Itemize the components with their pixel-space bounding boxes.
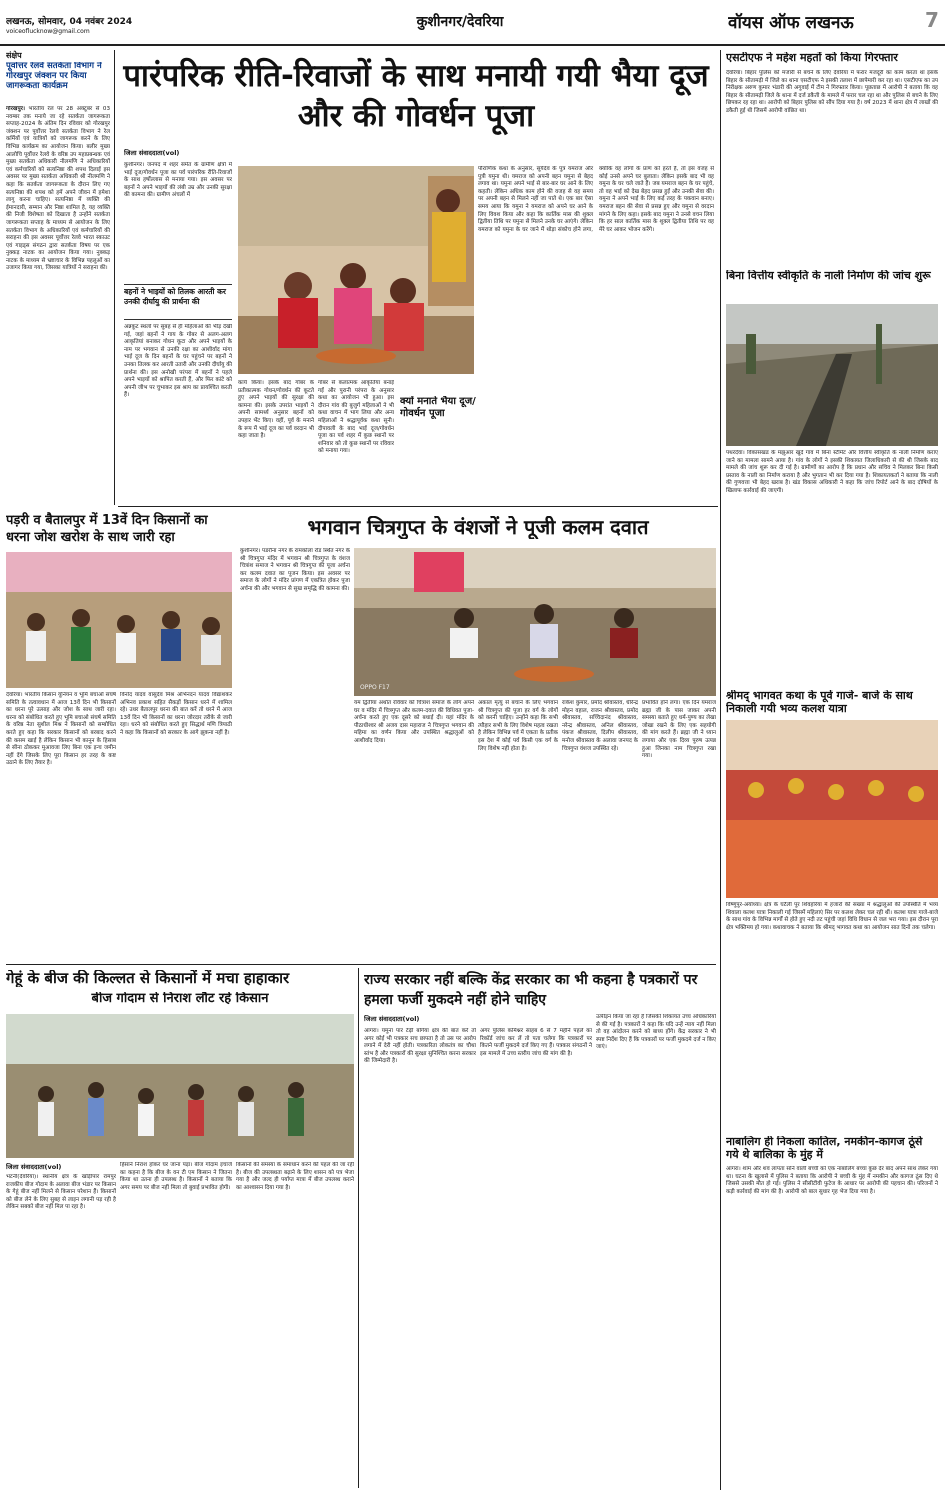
chitragupt-body-4: राकेश कुमार, प्रमोद श्रीवास्तव, धीरेन्द्र मोहन वहाल, राजन श्रीवास्तव, प्रमोद श्रीवास्तव, सच्चिदानंद श्रीवास्तव, नरेन्द्र श्रीवास्तव, अनिल श्रीवास्तव, पंकज श्रीवास्तव, दिलीप श्रीवास्तव, मनोज श्रीवास्तव के अलावा जनपद के चित्रगुप्त वंशज उपस्थित रहे। <box>562 700 638 752</box>
padri-headline: पड़री व बैतालपुर में 13वें दिन किसानों का धरना जोश खरोश के साथ जारी रहा <box>6 513 208 545</box>
kalash-body: विष्णुपुर-अयोध्या। क्षेत्र के घटैली पुर शिवहरियां में हजारों की संख्या में श्रद्धालुओं की उपस्थिति में भव्य शिवाला कलश यात्रा निकाली गई जिसमें महिलाएं सिर पर कलश लेकर चल रही थीं। कलश यात्रा गाजे-बाजे के साथ गांव के विभिन्न मार्गों से होते हुए नदी तट पहुंची जहां विधि विधान से जल भरा गया। इस दौरान पूरा क्षेत्र भक्तिमय हो गया। कथावाचक ने बताया कि श्रीमद् भागवत कथा का आयोजन सात दिनों तक चलेगा। <box>726 902 938 931</box>
farmers-protest-photo <box>6 552 232 688</box>
chitragupt-headline: भगवान चित्रगुप्त के वंशजों ने पूजी कलम दवात <box>307 516 649 539</box>
gehun-headline: गेहूं के बीज की किल्लत से किसानों में मचा हाहाकार <box>6 970 290 987</box>
sankshep-label: संक्षेप <box>6 51 22 60</box>
bhaiya-dooj-subheadline: क्यों मनाते भैया दूज/ गोवर्धन पूजा <box>400 396 476 419</box>
gehun-body-3: किसानों की समस्या के समाधान करने की पहल की जा रही है। बीज की उपलब्धता बढ़ाने के लिए शासन को पत्र भेजा गया है और जल्द ही पर्याप्त मात्रा में बीज उपलब्ध कराने का आश्वासन दिया गया है। <box>236 1162 354 1191</box>
bhaiya-dooj-body-mid2: कार्य किया। इसके बाद गोबर के प्रतीकात्मक गोधन/गोवर्धन की कूटते हुए अपने भाइयों की सुरक्षा की कामना की। इसके उपरांत भाइयों ने अपनी सामर्थ्य अनुसार बहनों को उपहार भेंट किए। वहीं, पूर्व के मनाने के रूप में भाई दूज का पर्व वरदान भी कहा जाता है। <box>238 380 314 440</box>
padri-body-2: विनोद यादव वासुदेव मिश्र अभिनंदन यादव विद्याशंकर अभिनव प्रकाश सहित सैकड़ों किसान धरने में शामिल रहे। उधर बैतालपुर धरना की बात करें तो धरने में आज 13वें दिन भी किसानों का धरना जोरदार तरीके से जारी रहा। धरने को संबोधित करते हुए सिद्धार्थ मणि त्रिपाठी ने कहा कि किसानों को सरकार के आगे झुकना नहीं है। <box>120 692 232 736</box>
gehun-body-1: भटनी(देवरिया)। स्थानीय क्षेत्र के खोड़ीपार रामपुर राजकीय बीज गोदाम के अलावा बीज भंडार पर किसान के गेहूं बीज नहीं मिलने से किसान परेशान हैं। किसानों को बीज लेने के लिए सुबह से लाइन लगानी पड़ रही है लेकिन सबको बीज नहीं मिल पा रहा है। <box>6 1174 116 1211</box>
patrakar-headline: राज्य सरकार नहीं बल्कि केंद्र सरकार का भी कहना है पत्रकारों पर हमला फर्जी मुकदमे नहीं होने चाहिए <box>364 972 698 1008</box>
bhaiya-dooj-body-right: पौराणिक कथा के अनुसार, सूर्यदेव के पुत्र यमराज और पुत्री यमुना थी। यमराज को अपनी बहन यमुना से बेहद लगाव था। यमुना अपने भाई से बार-बार घर आने के लिए कहती। लेकिन अधिक काम होने की वजह से वह समय पर अपनी बहन से मिलने नहीं जा पाते थे। एक बार ऐसा समय आया कि यमुना ने यमराज को अपने घर आने के लिए विवश किया और कहा कि कार्तिक मास की शुक्ल द्वितीया तिथि पर यमुना से मिलने उनके घर आएंगे। लेकिन यमराज को यमुना के घर जाने में थोड़ा संकोच होने लगा, क्योंकि वह लोगों के प्राण को हरते हैं, तो इस वजह से कोई उनसे अपने घर बुलाता। लेकिन इसके बाद भी वह यमुना के घर चले जाते हैं। जब यमराज बहन के घर पहुंचे, तो वह भाई को देख बेहद प्रसन्न हुईं और उनकी सेवा की। यमुना ने अपने भाई के लिए कई तरह के पकवान बनाए। यमराज बहन की सेवा से प्रसन्न हुए और यमुना से वरदान मांगने के लिए कहा। इसके बाद यमुना ने उनसे वचन लिया कि हर साल कार्तिक मास के शुक्ल द्वितीया तिथि पर वह मेरे घर आकर भोजन करेंगे। <box>478 166 714 233</box>
farmers-queue-photo <box>6 1014 354 1158</box>
patrakar-body-3: उत्पीड़न किया जा रहा है जिसकी शिकायत उच्च अधिकारियों से की गई है। पत्रकारों ने कहा कि यदि उन्हें न्याय नहीं मिला तो वह आंदोलन करने को बाध्य होंगे। केंद्र सरकार ने भी स्पष्ट निर्देश दिए हैं कि पत्रकारों पर फर्जी मुकदमे दर्ज न किए जाएं। <box>596 1014 716 1051</box>
gehun-byline: जिला संवाददाता(vol) <box>6 1163 62 1171</box>
stf-body: देवरिया। बिहार पुलिस को मजारी से बचने के लिए देवरिया में फरार मजदूरी का काम करता था इसके बिहार के सीतामढ़ी में जिले का थाना एसटीएफ ने इसकी तलाश में छापेमारी कर रहा था। एसटीएफ का उप निरीक्षक अरुण कुमार भंडारी की अगुवाई में टीम ने गिरफ्तार किया। पूछताछ में आरोपी ने बताया कि वह बिहार के सीतामढ़ी जिले के थाना में दर्ज डकैती के मामले में फरार चल रहा था और पुलिस से बचने के लिए छिपकर रह रहा था। आरोपी को बिहार पुलिस को सौंप दिया गया है। वर्ष 2023 में थाना क्षेत्र में लाखों की डकैती हुई थी जिसमें आरोपी वांछित था। <box>726 70 938 114</box>
gehun-photo <box>6 1014 354 1158</box>
sisters-group-photo <box>238 166 474 374</box>
sankshep-title: पूर्वोत्तर रेलवे सतर्कता विभाग ने गोरखपुर जंक्शन पर किया जागरूकता कार्यक्रम <box>6 62 102 91</box>
bhaiya-dooj-body-mid3: गोबर से कलात्मक आकृतियां बनाई गईं और पुरानी परंपरा के अनुसार कथा का आयोजन भी हुआ। इस दौरान गांव की बुजुर्ग महिलाओं ने भी कथा वाचन में भाग लिया और अन्य महिलाओं ने श्रद्धापूर्वक कथा सुनी। दीपावली के बाद भाई दूज/गोवर्धन पूजा का पर्व शहर में कुछ स्थानों पर शनिवार को तो कुछ स्थानों पर रविवार को मनाया गया। <box>318 380 394 455</box>
patrakar-body-2: अगर पुलिस कमिश्नर साहब 6 से 7 महीने पहले का रिकॉर्ड जांच कर लें तो पता चलेगा कि पत्रकारों पर कितने फर्जी मुकदमे दर्ज किए गए हैं। पत्रकार संगठनों ने इस मामले में उच्च स्तरीय जांच की मांग की है। <box>480 1028 592 1057</box>
page-number: 7 <box>925 8 939 32</box>
procession-photo <box>726 720 938 898</box>
kalash-photo <box>726 720 938 898</box>
chitragupt-body-3: अकाल मृत्यु से बचाने के लिए भगवान श्री चित्रगुप्त की पूजा हर वर्ग के लोगों को करनी चाहिए। उन्होंने कहा कि सभी त्यौहार सभी के लिए विशेष महत्व रखता है लेकिन विभिन्न पर्व में एकता के प्रतीक इस देश में कोई पर्व किसी एक वर्ग के लिए विशेष नहीं होता है। <box>478 700 558 752</box>
section-title: कुशीनगर/देवरिया <box>416 14 504 30</box>
gehun-subheadline: बीज गोदाम से निराश लौट रहे किसान <box>91 992 269 1006</box>
sankshep-place: गोरखपुर। <box>6 106 26 112</box>
brand-logo: वॉयस ऑफ लखनऊ <box>728 13 854 33</box>
sankshep-body <box>6 106 110 500</box>
nali-body: पथरदेवा। विकासखंड के मझुआर खुर्द गांव में बिना स्टीमेट और वित्तीय स्वीकृति के नाली निर्माण कराए जाने का मामला सामने आया है। गांव के लोगों ने इसकी शिकायत जिलाधिकारी से की थी जिसके बाद मामले की जांच शुरू कर दी गई है। ग्रामीणों का आरोप है कि प्रधान और सचिव ने मिलकर बिना किसी प्रस्ताव के नाली का निर्माण कराया है और भुगतान भी कर दिया गया है। शिकायतकर्ता ने बताया कि नाली की गुणवत्ता भी बेहद खराब है। खंड विकास अधिकारी ने कहा कि जांच रिपोर्ट आने के बाद दोषियों के खिलाफ कार्रवाई की जाएगी। <box>726 450 938 494</box>
dateline: लखनऊ, सोमवार, 04 नवंबर 2024 <box>6 17 133 27</box>
patrakar-byline: जिला संवाददाता(vol) <box>364 1015 420 1023</box>
patrakar-body-1: आगरा। यमुना पार टेढ़ी बगिया क्षेत्र की बात करें तो अगर कोई भी पत्रकार सच छापता है तो उस पर आरोप लगाने में देरी नहीं होती। पत्रकारिता लोकतंत्र का चौथा स्तंभ है और पत्रकारों की सुरक्षा सुनिश्चित करना सरकार की जिम्मेदारी है। <box>364 1028 476 1065</box>
masthead <box>0 0 945 44</box>
bhaiya-dooj-body-mid: अन्नकूट स्थलों पर सुबह से ही महिलाओं की भीड़ देखी गई, जहां बहनों ने गाय के गोबर से अलग-अलग आकृतियां बनाकर गोधन कूटा और अपने भाइयों के नाम पर भगवान से उनकी रक्षा का आशीर्वाद मांगा भाई दूज के दिन बहनों के घर पहुंचने पर बहनों ने उनका तिलक कर आरती उतारी और उनकी दीर्घायु की प्रार्थना की। इस अनोखी परंपरा में बहनों ने पहले अपने भाइयों को श्रापित करती हैं, और फिर कांटे को अपनी जीभ पर चुभाकर इस श्राप का प्रायश्चित करती हैं। <box>124 324 232 399</box>
padri-body-1: देवरिया। भारतीय किसान यूनियन व भूमि बचाओ संघर्ष समिति के तत्वावधान में आज 13वें दिन भी किसानों का धरना पूरे उत्साह और जोश के साथ जारी रहा। धरना को संबोधित करते हुए भूमि बचाओ संघर्ष समिति के वरिष्ठ नेता सुशील मिश्र ने किसानों को सम्बोधित करते हुए कहा कि सरकार किसानों को बरबाद करने की कसम खाई है लेकिन किसान भी कानून के हिसाब से सीना ठोककर मुआवजा लिए बिना एक इन्च जमीन नहीं देंगे जिसके लिए पूरा किसान हर तरह के कष्ट उठाने के लिए तैयार है। <box>6 692 116 767</box>
chitragupt-body-1: कुशीनगर। पडरौना नगर के रामकोला रोड स्थित नगर के श्री चित्रगुप्त मंदिर में भगवान श्री चित्रगुप्त के वंशज चित्रांश समाज ने भगवान श्री चित्रगुप्त की पूजा अर्चना कर कलम दवात का पूजन किया। इस अवसर पर समाज के लोगों ने मंदिर प्रांगण में एकत्रित होकर पूजा अर्चना की और भगवान से सुख समृद्धि की कामना की। <box>240 548 350 592</box>
nabalig-headline: नाबालिग ही निकला कातिल, नमकीन-कागज ठूंसे गये थे बालिका के मुंह में <box>726 1136 923 1161</box>
bhaiya-dooj-byline: जिला संवाददाता(vol) <box>124 149 180 157</box>
header-rule <box>0 44 945 46</box>
pooja-photo <box>354 548 716 696</box>
sankshep-text: भारतीय रेल पर 28 अक्टूबर से 03 नवम्बर तक मनाये जा रहे सतर्कता जागरूकता सप्ताह-2024 के अंतिम दिन रविवार को गोरखपुर जंक्शन पर पूर्वोत्तर रेलवे सतर्कता विभाग ने रेल कर्मियों एवं यात्रियों को जागरूक करने के लिए विभिन्न कार्यक्रम का आयोजन किया। बलीर मुख्य आलोचि पूर्वोत्तर रेलवे के वरिष्ठ उप महाप्रबन्धक एवं मुख्य सतर्कता अधिकारी नीलमणि ने अधिकारियों एवं कर्मचारियों को सत्यनिष्ठा की शपथ दिलाई इस अवसर पर मुख्य सतर्कता अधिकारी श्री नीलमणि ने कहा कि सतर्कता जागरूकता के दौरान लिए गए सत्यनिष्ठा की शपथ को हमें अपने जीवन में हमेशा लागू करना चाहिए। सत्यनिष्ठा में व्यक्ति की ईमानदारी, सम्मान और निष्ठा शामिल है, यह व्यक्ति की निजी विशेषता को दिखाता है उन्होंने सतर्कता जागरूकता सप्ताह के माध्यम से आयोजन के लिए सतर्कता विभाग के अधिकारियों एवं कर्मचारियों की सराहना की इस अवसर पूर्वोत्तर रेलवे भारत स्काउट एवं गाइड्स संगठन द्वारा सतर्कता विषय पर एक नुक्कड़ नाटक का आयोजन किया गया। नुक्कड़ नाटक के माध्यम से भ्रष्टाचार के विभिन्न पहलुओं का उजागर किया गया, जिसका यात्रियों ने सराहना की। <box>6 106 110 272</box>
bhaiya-dooj-headline: पारंपरिक रीति-रिवाजों के साथ मनायी गयी भैया दूज और की गोवर्धन पूजा <box>123 58 709 134</box>
bhaiya-dooj-body-left: कुशीनगर। जनपद में शहर समेत के ग्रामीण क्षेत्रों में भाई दूज/गोवर्धन पूजा का पर्व पारंपरिक रीति-रिवाजों के साथ हर्षोल्लास से मनाया गया। इस अवसर पर बहनों ने अपने भाइयों की लंबी उम्र और उनकी सुरक्षा की कामना की। ग्रामीण अंचलों में <box>124 162 232 199</box>
stf-headline: एसटीएफ ने महेश महतों को किया गिरफ्तार <box>726 52 898 64</box>
bhaiya-dooj-photo <box>238 166 474 374</box>
chitragupt-body-5: प्रभावित होने लगा। एक दिन यमराज ब्रह्मा जी के पास जाकर अपनी समस्या बताते हुए धर्म-पुण्य का लेखा जोखा रखने के लिए एक सहयोगी की मांग करते हैं। ब्रह्मा जी ने ध्यान लगाया और एक दिव्य पुरुष उत्पन्न हुआ जिनका नाम चित्रगुप्त रखा गया। <box>642 700 716 760</box>
chitragupt-body-2: यम द्वितीया अर्थात रविवार को चित्रांश समाज के लोग अपने घर व मंदिर में चित्रगुप्त और कलम-दवात की विधिवत पूजा-अर्चना करते हुए एक दूसरे को बधाई दी। यहां मंदिर के पीठाधीश्वर श्री अजय दास महाराज ने चित्रगुप्त भगवान की महिमा का वर्णन किया और उपस्थित श्रद्धालुओं को आशीर्वाद दिया। <box>354 700 474 744</box>
chitragupt-photo <box>354 548 716 696</box>
kalash-headline: श्रीमद् भागवत कथा के पूर्व गाजे- बाजे के साथ निकाली गयी भव्य कलश यात्रा <box>726 690 913 715</box>
nali-photo <box>726 304 938 446</box>
photo-caption: OPPO F17 <box>360 684 390 691</box>
padri-photo <box>6 552 232 688</box>
drain-photo <box>726 304 938 446</box>
gehun-body-2: हिंसाने निराश होकर घर जाना पड़ा। बीज गोदाम इंचार्ज का कहना है कि बीज के वन टी एम किसान ने जितना किया था उतना ही उपलब्ध है। किसानों ने बताया कि अगर समय पर बीज नहीं मिला तो बुवाई प्रभावित होगी। <box>120 1162 232 1191</box>
nabalig-body: आगरा। शाम और शव लापता सोने वाली बच्ची को एक नाबालिग बच्चा कुछ देर बाद अपने साथ लेकर गया था। घटना के खुलासे में पुलिस ने बताया कि आरोपी ने बच्ची के मुंह में नमकीन और कागज ठूंस दिए थे जिससे उसकी मौत हो गई। पुलिस ने सीसीटीवी फुटेज के आधार पर आरोपी की पहचान की। परिजनों ने कड़ी कार्रवाई की मांग की है। आरोपी को बाल सुधार गृह भेज दिया गया है। <box>726 1166 938 1195</box>
email: voiceoflucknow@gmail.com <box>6 28 90 35</box>
bhaiya-dooj-pullquote: बहनों ने भाइयों को तिलक आरती कर उनकी दीर्घायु की प्रार्थना की <box>124 284 232 320</box>
nali-headline: बिना वित्तीय स्वीकृति के नाली निर्माण की जांच शुरू <box>726 270 931 282</box>
